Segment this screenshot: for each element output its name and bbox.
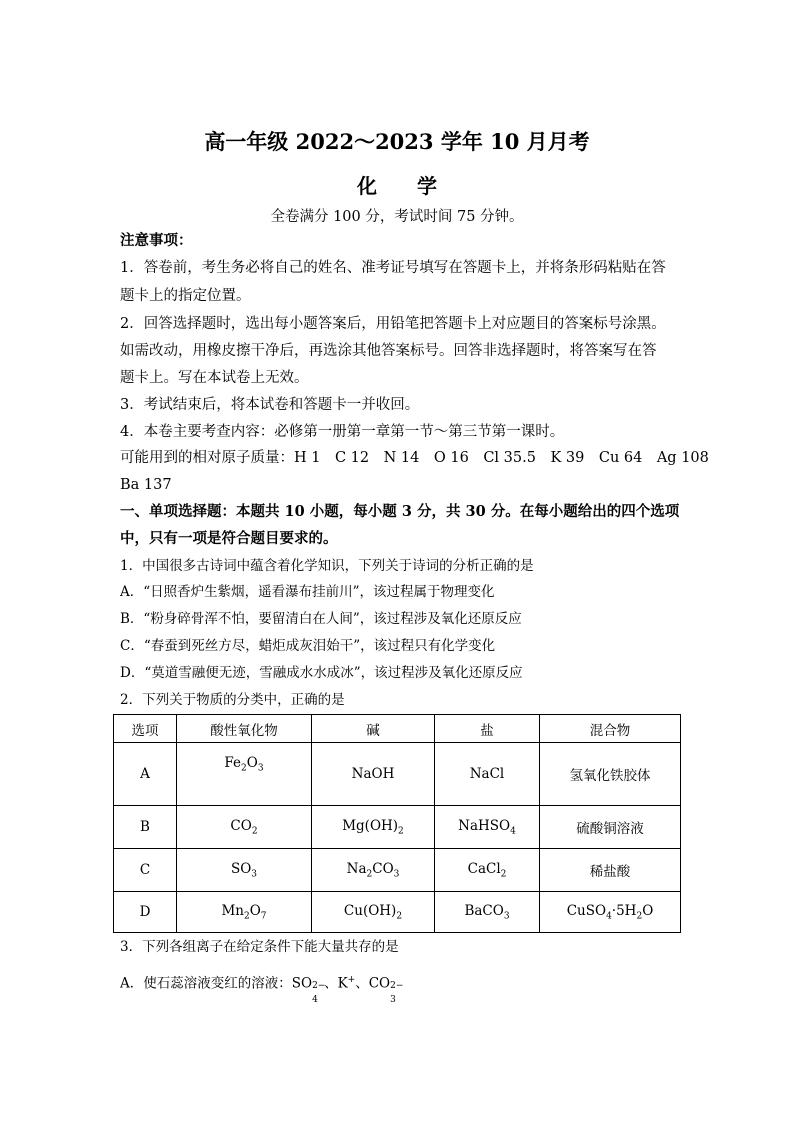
option-cell: D (114, 892, 177, 933)
exam-info: 全卷满分 100 分，考试时间 75 分钟。 (270, 209, 524, 225)
mixture-cell: 氢氧化铁胶体 (540, 743, 681, 806)
table-header: 混合物 (540, 715, 681, 743)
atomic-masses-cont: Ba 137 (120, 477, 172, 493)
salt-cell: NaHSO$_4$ (435, 806, 540, 849)
option-cell: B (114, 806, 177, 849)
q1-option-a: A．“日照香炉生紫烟，遥看瀑布挂前川”，该过程属于物理变化 (120, 584, 495, 600)
section1-heading: 一、单项选择题：本题共 10 小题，每小题 3 分，共 30 分。在每小题给出的四个选项 (120, 503, 680, 520)
table-row (114, 849, 681, 892)
salt-cell: BaCO$_3$ (435, 892, 540, 933)
option-cell: A (114, 743, 177, 806)
mixture-cell: 硫酸铜溶液 (540, 806, 681, 849)
acid-oxide-cell: $CO_2$ (177, 806, 312, 849)
notes-heading: 注意事项： (120, 232, 193, 249)
exam-title: 高一年级 2022～2023 学年 10 月月考 (204, 129, 590, 154)
q2-stem: 2．下列关于物质的分类中，正确的是 (120, 692, 345, 708)
section1-heading-cont: 中，只有一项是符合题目要求的。 (120, 530, 338, 547)
note-item-3: 3．考试结束后，将本试卷和答题卡一并收回。 (120, 397, 420, 413)
q1-stem: 1．中国很多古诗词中蕴含着化学知识，下列关于诗词的分析正确的是 (120, 558, 534, 574)
base-cell: $Na_2CO_3$ (312, 849, 435, 892)
note-item-1: 1．答卷前，考生务必将自己的姓名、准考证号填写在答题卡上，并将条形码粘贴在答 (120, 260, 666, 276)
note-item-1-cont: 题卡上的指定位置。 (120, 288, 251, 304)
q1-option-c: C．“春蚕到死丝方尽，蜡炬成灰泪始干”，该过程只有化学变化 (120, 638, 496, 654)
q3-stem: 3．下列各组离子在给定条件下能大量共存的是 (120, 939, 399, 955)
table-header: 盐 (435, 715, 540, 743)
mixture-cell: 稀盐酸 (540, 849, 681, 892)
subject-title: 化 学 (357, 174, 437, 198)
table-header: 碱 (312, 715, 435, 743)
salt-cell: NaCl (435, 743, 540, 806)
table-header: 选项 (114, 715, 177, 743)
table-header-row (114, 715, 681, 743)
table-row (114, 806, 681, 849)
q3-option-a: A．使石蕊溶液变红的溶液：SO 2− 4 、K+、CO 2− 3 (120, 975, 404, 1005)
option-cell: C (114, 849, 177, 892)
note-item-2-cont2: 题卡上。写在本试卷上无效。 (120, 370, 309, 386)
acid-oxide-cell: $Fe_2O_3$ (177, 743, 312, 806)
table-row (114, 743, 681, 806)
table-row (114, 892, 681, 933)
mixture-cell: $CuSO_4\cdot 5H_2O$ (540, 892, 681, 933)
base-cell: NaOH (312, 743, 435, 806)
q1-option-d: D．“莫道雪融便无迹，雪融成水水成冰”，该过程涉及氧化还原反应 (120, 665, 523, 681)
q1-option-b: B．“粉身碎骨浑不怕，要留清白在人间”，该过程涉及氧化还原反应 (120, 611, 522, 627)
base-cell: $Mg(OH)_2$ (312, 806, 435, 849)
base-cell: $Cu(OH)_2$ (312, 892, 435, 933)
acid-oxide-cell: $Mn_2O_7$ (177, 892, 312, 933)
note-item-2: 2．回答选择题时，选出每小题答案后，用铅笔把答题卡上对应题目的答案标号涂黑。 (120, 316, 666, 332)
atomic-masses: 可能用到的相对原子质量：H 1 C 12 N 14 O 16 Cl 35.5 K 39 Cu 64 Ag 108 (120, 450, 709, 466)
note-item-4: 4．本卷主要考查内容：必修第一册第一章第一节～第三节第一课时。 (120, 424, 565, 440)
table-header: 酸性氧化物 (177, 715, 312, 743)
note-item-2-cont: 如需改动，用橡皮擦干净后，再选涂其他答案标号。回答非选择题时，将答案写在答 (120, 343, 657, 359)
salt-cell: CaCl$_2$ (435, 849, 540, 892)
q2-classification-table (113, 714, 681, 933)
acid-oxide-cell: $SO_3$ (177, 849, 312, 892)
